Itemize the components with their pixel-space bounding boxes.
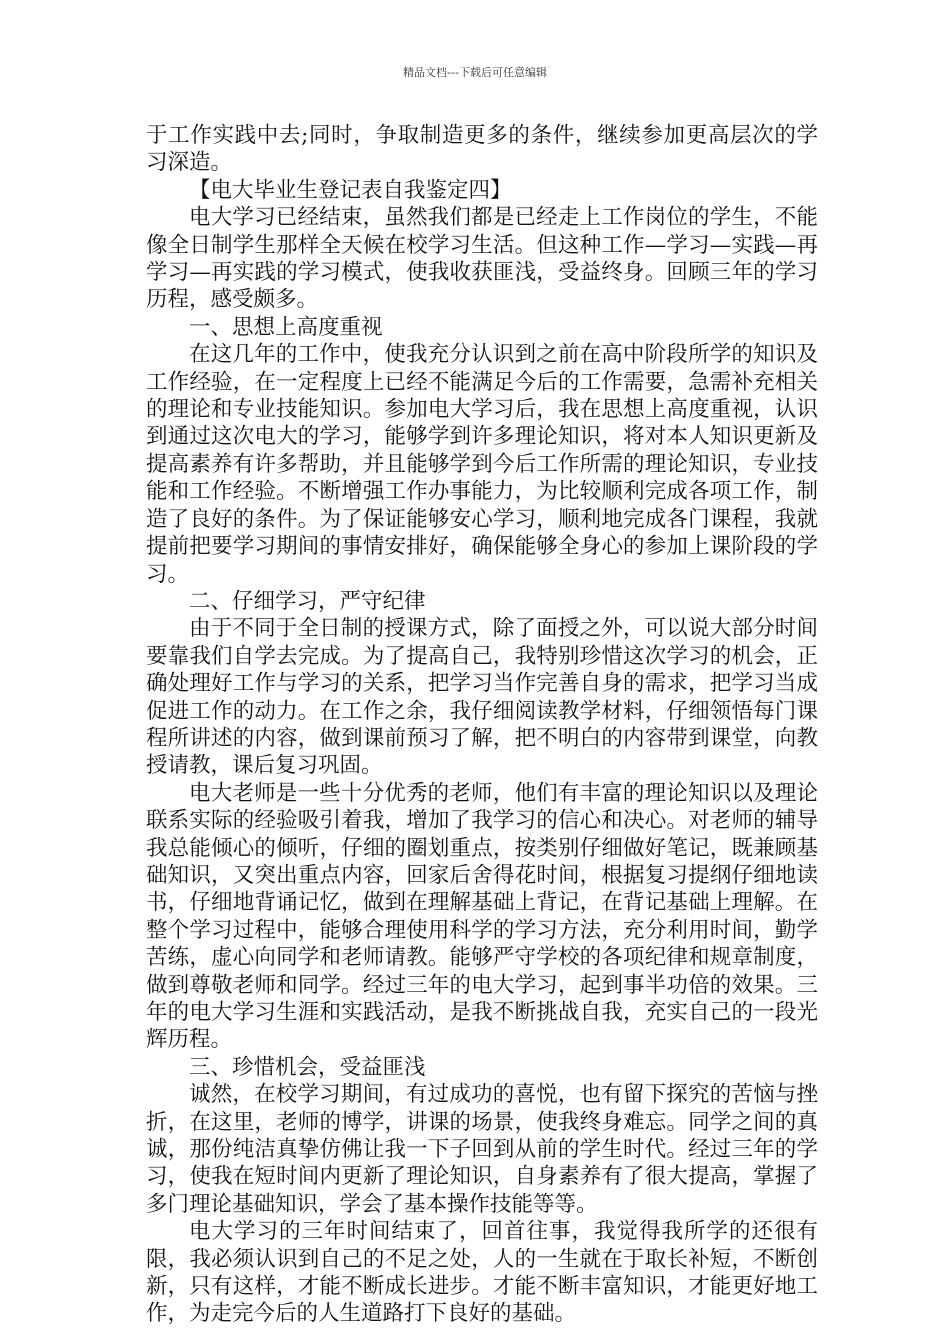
paragraph-closing: 电大学习的三年时间结束了，回首往事，我觉得我所学的还很有限，我必须认识到自己的不足之处，人的一生就在于取长补短，不断创新，只有这样，才能不断成长进步。才能不断丰富知识，才能更好地工作，为走完今后的人生道路打下良好的基础。: [146, 1219, 818, 1327]
heading-3: 三、珍惜机会，受益匪浅: [189, 1054, 426, 1080]
paragraph: 诚然，在校学习期间，有过成功的喜悦，也有留下探究的苦恼与挫折，在这里，老师的博学，讲课的场景，使我终身难忘。同学之间的真诚，那份纯洁真挚仿佛让我一下子回到从前的学生时代。经过三年的学习，使我在短时间内更新了理论知识，自身素养有了很大提高，掌握了多门理论基础知识，学会了基本操作技能等等。: [146, 1082, 818, 1217]
paragraph-intro: 电大学习已经结束，虽然我们都是已经走上工作岗位的学生，不能像全日制学生那样全天候在校学习生活。但这种工作—学习—实践—再学习—再实践的学习模式，使我收获匪浅，受益终身。回顾三年的学习历程，感受颇多。: [146, 205, 818, 313]
paragraph: 由于不同于全日制的授课方式，除了面授之外，可以说大部分时间要靠我们自学去完成。为了提高自己，我特别珍惜这次学习的机会，正确处理好工作与学习的关系，把学习当作完善自身的需求，把学习当成促进工作的动力。在工作之余，我仔细阅读教学材料，仔细领悟每门课程所讲述的内容，做到课前预习了解，把不明白的内容带到课堂，向教授请教，课后复习巩固。: [146, 616, 818, 779]
heading-2: 二、仔细学习，严守纪律: [189, 588, 426, 614]
document-body: [146, 122, 818, 1328]
paragraph-continuation: 于工作实践中去;同时，争取制造更多的条件，继续参加更高层次的学习深造。: [146, 123, 818, 176]
heading-1: 一、思想上高度重视: [189, 314, 383, 340]
page-header: 精品文档---下载后可任意编辑: [403, 66, 547, 79]
paragraph: 电大老师是一些十分优秀的老师，他们有丰富的理论知识以及理论联系实际的经验吸引着我，增加了我学习的信心和决心。对老师的辅导我总能倾心的倾听，仔细的圈划重点，按类别仔细做好笔记，既兼顾基础知识，又突出重点内容，回家后舍得花时间，根据复习提纲仔细地读书，仔细地背诵记忆，做到在理解基础上背记，在背记基础上理解。在整个学习过程中，能够合理使用科学的学习方法，充分利用时间，勤学苦练，虚心向同学和老师请教。能够严守学校的各项纪律和规章制度，做到尊敬老师和同学。经过三年的电大学习，起到事半功倍的效果。三年的电大学习生涯和实践活动，是我不断挑战自我，充实自己的一段光辉历程。: [146, 780, 818, 1053]
paragraph: 在这几年的工作中，使我充分认识到之前在高中阶段所学的知识及工作经验，在一定程度上已经不能满足今后的工作需要，急需补充相关的理论和专业技能知识。参加电大学习后，我在思想上高度重视，认识到通过这次电大的学习，能够学到许多理论知识，将对本人知识更新及提高素养有许多帮助，并且能够学到今后工作所需的理论知识，专业技能和工作经验。不断增强工作办事能力，为比较顺利完成各项工作，制造了良好的条件。为了保证能够安心学习，顺利地完成各门课程，我就提前把要学习期间的事情安排好，确保能够全身心的参加上课阶段的学习。: [146, 342, 818, 587]
section-title: 【电大毕业生登记表自我鉴定四】: [189, 177, 512, 203]
